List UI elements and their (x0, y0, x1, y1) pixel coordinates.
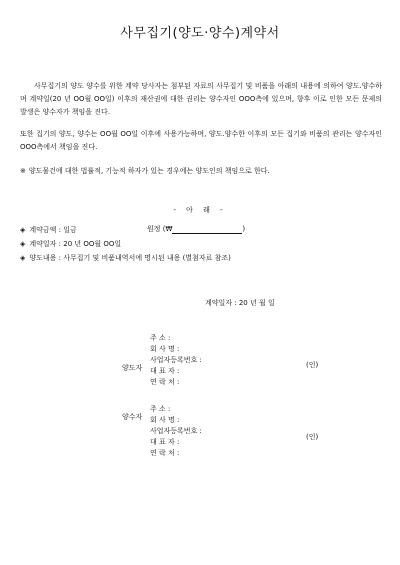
transferee-address-field: 주 소 : (150, 405, 171, 413)
transferee-company-field: 회 사 명 : (150, 416, 180, 424)
liability-note-text: 양도물건에 대한 법률적, 기능적 하자가 있는 경우에는 양도인의 책임으로 한다. (28, 167, 270, 175)
transferee-seal: (인) (306, 433, 319, 441)
transferor-contact-field: 연 락 처 : (150, 378, 180, 386)
note-mark: ※ (20, 167, 26, 175)
paragraph-transfer-terms: 사무집기의 양도 양수를 위한 계약 당사자는 첨부된 자료의 사무집기 및 비품을 아래의 내용에 의하여 양도.양수하며 계약일(20 년 OO월 OO일) 이후의 재산권에 대한 권리는 양수자인 OOO측에 있으며, 향후 이로 인한 모든 문제의 발생은 양수자가 책임을 진다. (20, 82, 382, 116)
transferee-ceo-field: 대 표 자 : (150, 438, 180, 446)
item-contract-amount (20, 224, 77, 236)
document-title: 사무집기(양도·양수)계약서 (120, 26, 280, 41)
below-heading: - 아 래 - (173, 206, 227, 214)
transferee-bizno-field: 사업자등록번호 : (150, 427, 202, 435)
item-contract-date-text: 계약일자 : 20 년 OO월 OO일 (29, 240, 122, 248)
transferee-label: 양수자 (122, 413, 143, 421)
item-contract-amount-text: 계약금액 : 일금 (29, 226, 77, 234)
transferor-ceo-field: 대 표 자 : (150, 367, 180, 375)
diamond-bullet-icon: ◈ (20, 240, 26, 248)
transferor-address-field: 주 소 : (150, 334, 171, 342)
item-transfer-content (20, 252, 231, 264)
transferor-bizno-field: 사업자등록번호 : (150, 356, 202, 364)
paragraph-liability-note (20, 165, 382, 178)
item-transfer-content-text: 양도내용 : 사무집기 및 비품내역서에 명시된 내용 (별첨자료 참조) (29, 254, 231, 262)
transferor-company-field: 회 사 명 : (150, 345, 180, 353)
payment-prefix: 원정 (₩ (147, 225, 173, 233)
transferee-contact-field: 연 락 처 : (150, 449, 180, 457)
payment-suffix: ) (242, 225, 246, 233)
payment-amount (147, 224, 245, 234)
payment-blank-field (172, 225, 242, 234)
paragraph-usage-terms: 또한 집기의 양도, 양수는 OO월 OO일 이후에 사용가능하며, 양도.양수한 이후의 모든 집기와 비품의 관리는 양수자인 OOO측에서 책임을 진다. (20, 130, 382, 151)
item-contract-date (20, 238, 121, 250)
transferor-label: 양도자 (122, 364, 143, 372)
transferor-seal: (인) (306, 361, 319, 369)
contract-date-line: 계약일자 : 20 년 월 일 (205, 299, 275, 307)
diamond-bullet-icon: ◈ (20, 254, 26, 262)
diamond-bullet-icon: ◈ (20, 226, 26, 234)
